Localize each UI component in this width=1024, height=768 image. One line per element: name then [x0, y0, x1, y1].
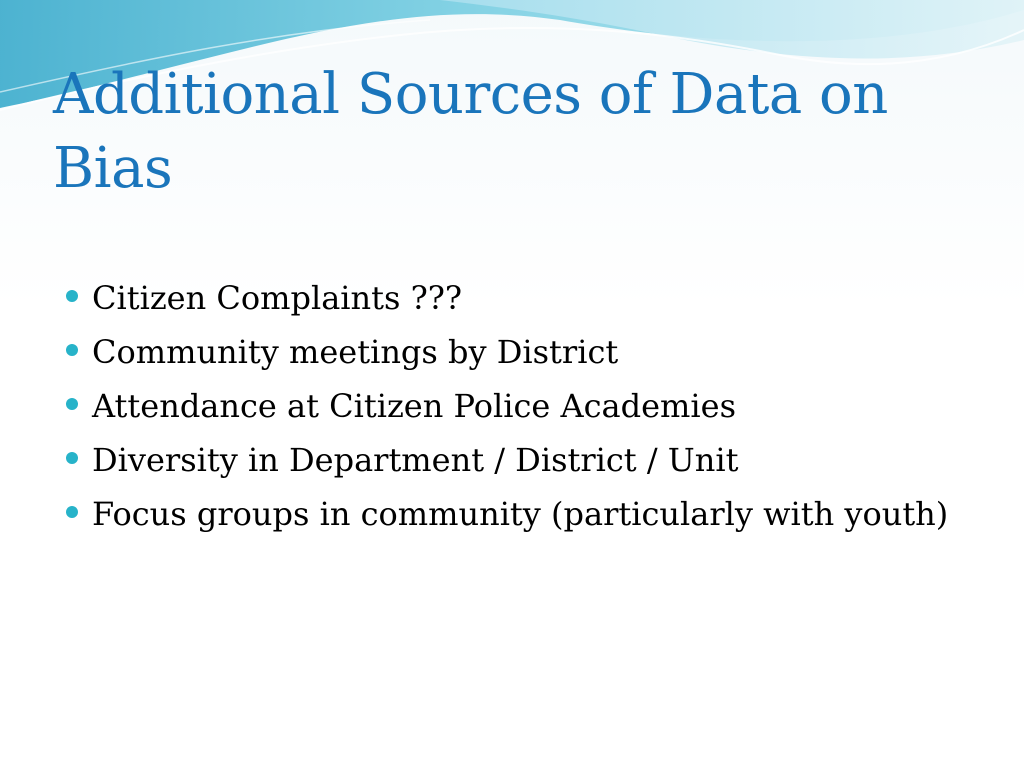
bullet-dot-icon: [66, 344, 78, 356]
bullet-list: [60, 277, 960, 547]
bullet-item: [60, 439, 960, 481]
bullet-item: [60, 493, 960, 535]
bullet-text: Attendance at Citizen Police Academies: [92, 387, 736, 425]
slide-title: Additional Sources of Data on Bias: [53, 62, 888, 201]
bullet-item: [60, 385, 960, 427]
bullet-item: [60, 331, 960, 373]
bullet-dot-icon: [66, 452, 78, 464]
bullet-text: Focus groups in community (particularly with youth): [92, 495, 949, 533]
bullet-text: Community meetings by District: [92, 333, 619, 371]
bullet-dot-icon: [66, 506, 78, 518]
bullet-text: Diversity in Department / District / Unit: [92, 441, 739, 479]
bullet-dot-icon: [66, 290, 78, 302]
bullet-text: Citizen Complaints ???: [92, 279, 463, 317]
bullet-item: [60, 277, 960, 319]
bullet-dot-icon: [66, 398, 78, 410]
